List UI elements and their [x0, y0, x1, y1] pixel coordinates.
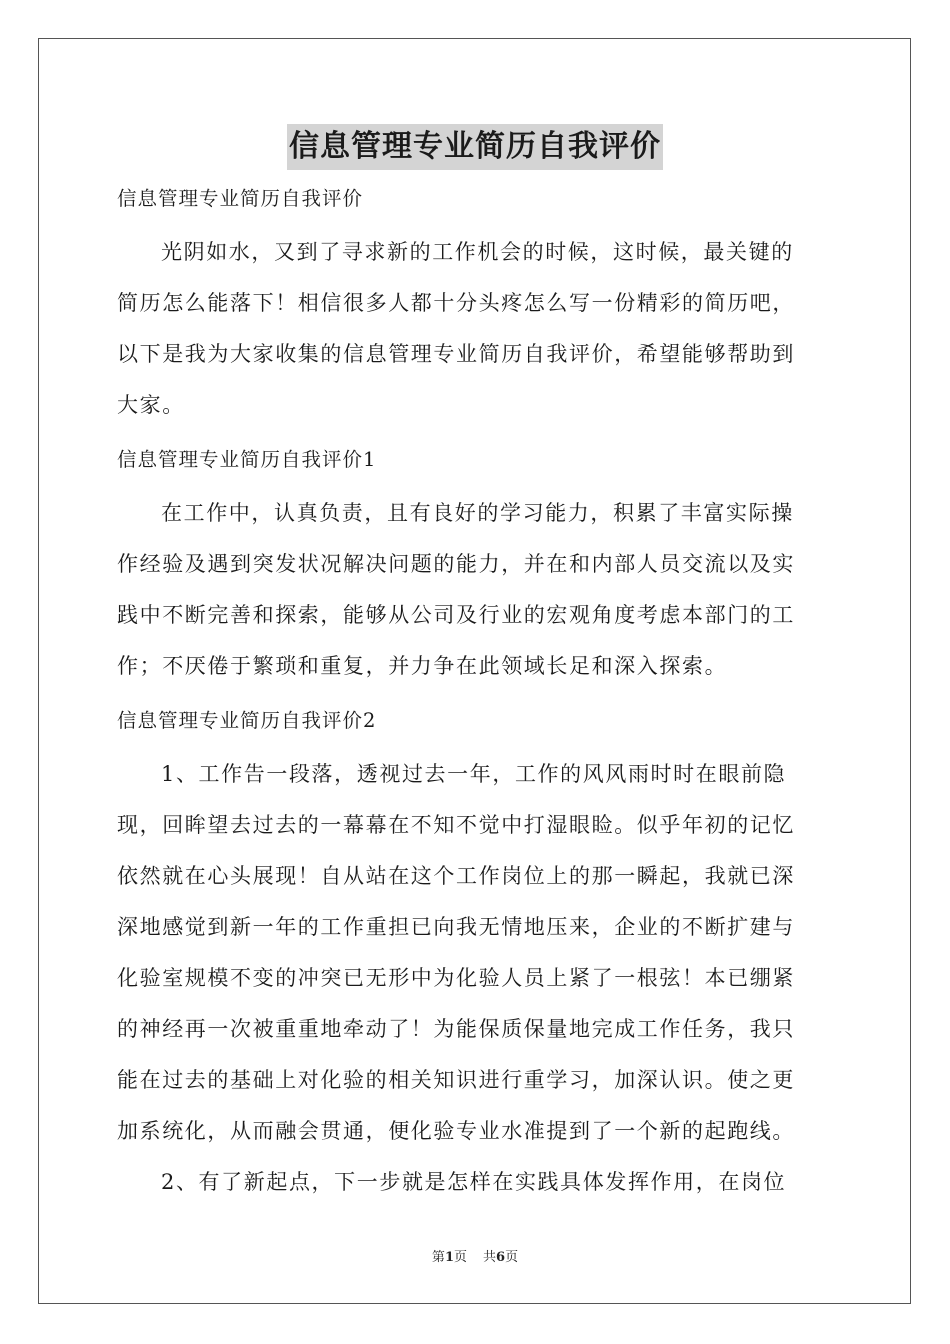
- section-2-line: 依然就在心头展现！自从站在这个工作岗位上的那一瞬起，我就已深: [117, 864, 795, 888]
- section-1-line: 在工作中，认真负责，且有良好的学习能力，积累了丰富实际操: [161, 501, 794, 525]
- section-1-heading: 信息管理专业简历自我评价1: [117, 448, 377, 471]
- intro-line: 以下是我为大家收集的信息管理专业简历自我评价，希望能够帮助到: [117, 342, 795, 366]
- page-unit: 页: [453, 1250, 467, 1265]
- document-title: 信息管理专业简历自我评价: [287, 124, 663, 170]
- page-prefix: 第: [431, 1250, 445, 1265]
- intro-line: 光阴如水，又到了寻求新的工作机会的时候，这时候，最关键的: [161, 240, 794, 264]
- section-2-line: 能在过去的基础上对化验的相关知识进行重学习，加深认识。使之更: [117, 1068, 795, 1092]
- section-2-line: 加系统化，从而融会贯通，便化验专业水准提到了一个新的起跑线。: [117, 1119, 795, 1143]
- section-2-line: 现，回眸望去过去的一幕幕在不知不觉中打湿眼睑。似乎年初的记忆: [117, 813, 795, 837]
- section-2-heading: 信息管理专业简历自我评价2: [117, 709, 377, 732]
- intro-line: 大家。: [117, 393, 185, 417]
- section-1-line: 作经验及遇到突发状况解决问题的能力，并在和内部人员交流以及实: [117, 552, 795, 576]
- section-2-line: 1、工作告一段落，透视过去一年，工作的风风雨时时在眼前隐: [161, 762, 787, 786]
- title-container: [0, 124, 950, 170]
- subtitle: 信息管理专业简历自我评价: [117, 187, 364, 210]
- current-page-number: 1: [444, 1250, 454, 1265]
- total-pages-number: 6: [496, 1250, 506, 1265]
- intro-line: 简历怎么能落下！相信很多人都十分头疼怎么写一份精彩的简历吧，: [117, 291, 795, 315]
- section-1-line: 作；不厌倦于繁琐和重复，并力争在此领域长足和深入探索。: [117, 654, 728, 678]
- section-2-line: 化验室规模不变的冲突已无形中为化验人员上紧了一根弦！本已绷紧: [117, 966, 795, 990]
- total-prefix: 共: [483, 1250, 497, 1265]
- page-footer: [0, 1246, 950, 1265]
- section-1-line: 践中不断完善和探索，能够从公司及行业的宏观角度考虑本部门的工: [117, 603, 795, 627]
- section-2-paragraph-2-line: 2、有了新起点，下一步就是怎样在实践具体发挥作用，在岗位: [161, 1170, 787, 1194]
- document-body: [117, 176, 833, 1208]
- section-2-line: 的神经再一次被重重地牵动了！为能保质保量地完成工作任务，我只: [117, 1017, 795, 1041]
- total-unit: 页: [505, 1250, 519, 1265]
- section-2-line: 深地感觉到新一年的工作重担已向我无情地压来，企业的不断扩建与: [117, 915, 795, 939]
